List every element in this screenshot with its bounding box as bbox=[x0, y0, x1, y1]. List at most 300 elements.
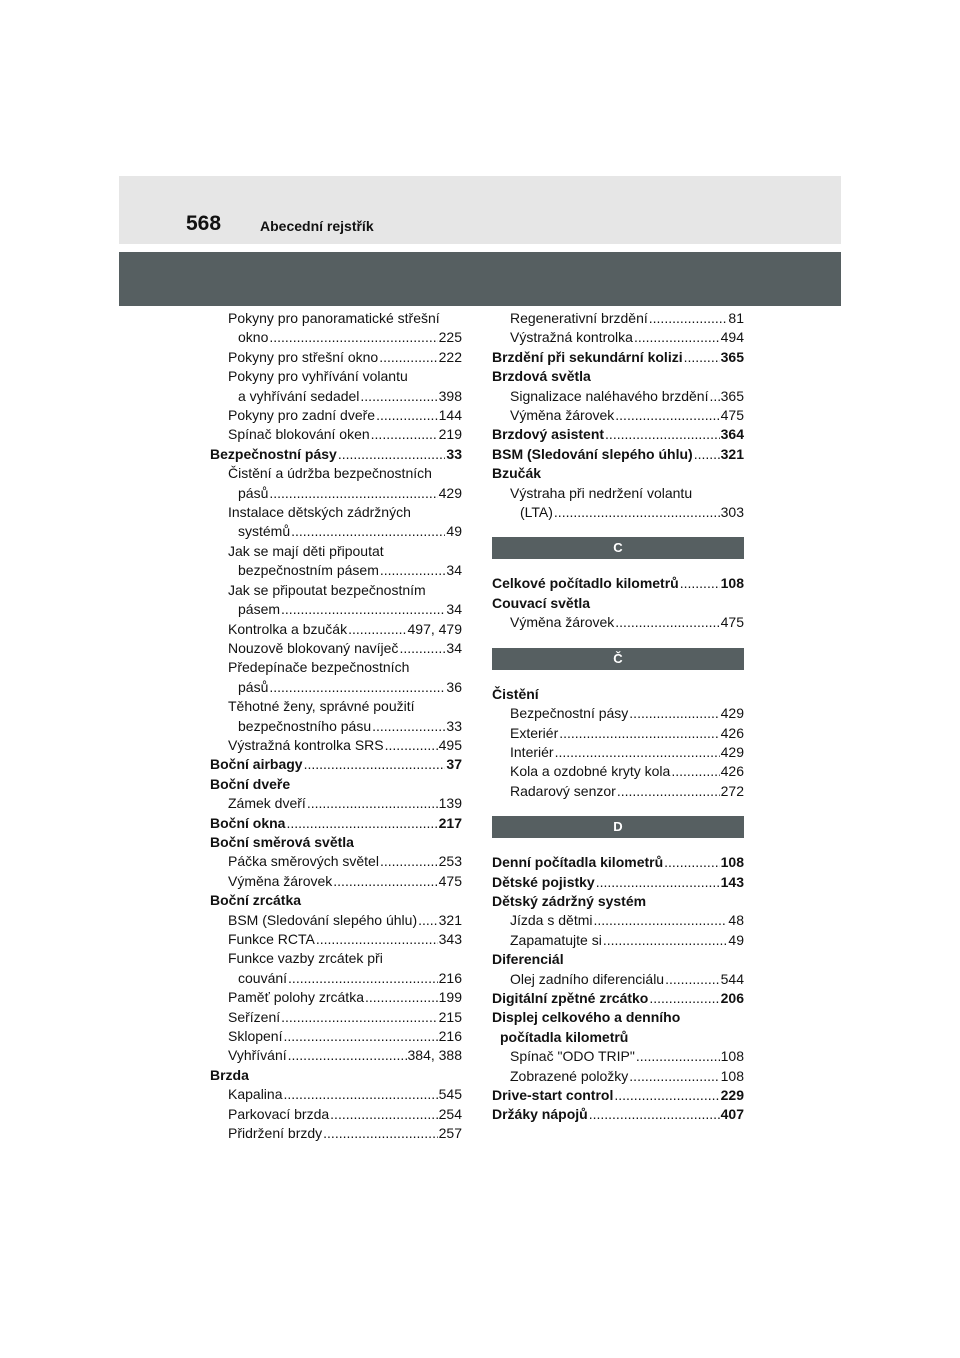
page-ref[interactable]: 217 bbox=[438, 814, 462, 831]
index-column-left bbox=[210, 309, 462, 1143]
page-ref[interactable]: 407 bbox=[720, 1106, 744, 1123]
entry-text: Funkce vazby zrcátek při bbox=[228, 950, 383, 967]
entry-line bbox=[492, 1105, 744, 1124]
page-ref[interactable]: 257 bbox=[438, 1125, 462, 1142]
index-entry[interactable] bbox=[492, 484, 744, 523]
entry-text: Jízda s dětmi bbox=[510, 912, 593, 929]
leader-dots bbox=[555, 743, 720, 762]
entry-line bbox=[228, 561, 462, 580]
entry-text: Výměna žárovek bbox=[510, 407, 615, 424]
page-ref[interactable]: 398 bbox=[438, 387, 462, 404]
entry-line bbox=[510, 743, 744, 762]
entry-text: Výstražná kontrolka bbox=[510, 329, 633, 346]
entry-text: BSM (Sledování slepého úhlu) bbox=[492, 445, 693, 462]
entry-line bbox=[228, 484, 462, 503]
entry-text: Vyhřívání bbox=[228, 1047, 287, 1064]
index-entry[interactable] bbox=[210, 911, 462, 930]
page-ref[interactable]: 254 bbox=[438, 1105, 462, 1122]
entry-text: Signalizace naléhavého brzdění bbox=[510, 387, 709, 404]
index-entry[interactable] bbox=[210, 1008, 462, 1027]
index-entry[interactable] bbox=[210, 1066, 462, 1085]
page-ref[interactable]: 34 bbox=[446, 562, 462, 579]
entry-text: Funkce RCTA bbox=[228, 931, 315, 947]
page-ref[interactable]: 143 bbox=[720, 873, 744, 890]
index-entry[interactable] bbox=[492, 574, 744, 593]
page-ref[interactable]: 429 bbox=[720, 743, 744, 760]
entry-line bbox=[510, 782, 744, 801]
leader-dots bbox=[288, 969, 438, 988]
entry-text: systémů bbox=[238, 523, 291, 540]
page-ref[interactable]: 365 bbox=[720, 348, 744, 365]
entry-text: Brzdová světla bbox=[492, 368, 591, 385]
index-entry[interactable] bbox=[210, 445, 462, 464]
page-ref[interactable]: 215 bbox=[438, 1008, 462, 1025]
entry-text: pásů bbox=[238, 484, 269, 501]
index-entry[interactable] bbox=[492, 1067, 744, 1086]
index-entry[interactable] bbox=[492, 594, 744, 613]
entry-text: Paměť polohy zrcátka bbox=[228, 989, 364, 1006]
letter-section-header: C bbox=[492, 537, 744, 559]
entry-line bbox=[492, 367, 744, 386]
page-ref[interactable]: 475 bbox=[720, 614, 744, 631]
index-entry[interactable] bbox=[210, 406, 462, 425]
index-entry[interactable] bbox=[492, 782, 744, 801]
entry-line bbox=[510, 613, 744, 632]
entry-text: Pokyny pro zadní dveře bbox=[228, 407, 376, 424]
leader-dots bbox=[649, 309, 728, 328]
entry-text: Couvací světla bbox=[492, 594, 591, 611]
entry-line bbox=[510, 1047, 744, 1066]
leader-dots bbox=[338, 445, 446, 464]
page-ref[interactable]: 272 bbox=[720, 782, 744, 799]
index-entry[interactable] bbox=[492, 892, 744, 911]
entry-text: Boční okna bbox=[210, 814, 286, 831]
leader-dots bbox=[348, 620, 406, 639]
leader-dots bbox=[372, 717, 445, 736]
page-ref[interactable]: 49 bbox=[728, 931, 744, 948]
entry-line bbox=[210, 775, 462, 794]
page-ref[interactable]: 364 bbox=[720, 426, 744, 443]
page-ref[interactable]: 544 bbox=[720, 970, 744, 987]
leader-dots bbox=[376, 406, 438, 425]
entry-line bbox=[228, 581, 462, 600]
entry-text: Zobrazené položky bbox=[510, 1067, 629, 1084]
index-entry[interactable] bbox=[210, 852, 462, 871]
page-ref[interactable]: 108 bbox=[720, 575, 744, 592]
entry-line bbox=[510, 328, 744, 347]
entry-text: Výměna žárovek bbox=[510, 614, 615, 631]
index-entry[interactable] bbox=[210, 988, 462, 1007]
leader-dots bbox=[554, 503, 720, 522]
leader-dots bbox=[333, 872, 437, 891]
entry-text: couvání bbox=[238, 969, 288, 986]
entry-text: Boční dveře bbox=[210, 775, 291, 792]
page-ref[interactable]: 144 bbox=[438, 407, 462, 424]
entry-text: Diferenciál bbox=[492, 951, 564, 968]
page-ref[interactable]: 321 bbox=[720, 445, 744, 462]
entry-line bbox=[510, 1067, 744, 1086]
letter-section-header: Č bbox=[492, 648, 744, 670]
entry-text: Výměna žárovek bbox=[228, 872, 333, 889]
entry-line bbox=[492, 892, 744, 911]
entry-text: Výstraha při nedržení volantu bbox=[510, 484, 693, 501]
index-entry[interactable] bbox=[492, 464, 744, 483]
entry-line bbox=[510, 406, 744, 425]
leader-dots bbox=[330, 1105, 437, 1124]
leader-dots bbox=[671, 762, 719, 781]
entry-line bbox=[210, 755, 462, 774]
entry-text: pásem bbox=[238, 601, 281, 618]
entry-text: Interiér bbox=[510, 743, 554, 760]
entry-line bbox=[228, 658, 462, 677]
entry-text: Olej zadního diferenciálu bbox=[510, 970, 665, 987]
page-ref[interactable]: 495 bbox=[438, 736, 462, 753]
index-entry[interactable] bbox=[210, 425, 462, 444]
entry-line bbox=[228, 1046, 462, 1065]
index-entry[interactable] bbox=[210, 367, 462, 406]
entry-line bbox=[210, 891, 462, 910]
entry-line bbox=[228, 328, 462, 347]
page-ref[interactable]: 365 bbox=[720, 387, 744, 404]
index-entry[interactable] bbox=[492, 704, 744, 723]
leader-dots bbox=[286, 814, 437, 833]
entry-text: Držáky nápojů bbox=[492, 1106, 588, 1123]
index-entry[interactable] bbox=[210, 639, 462, 658]
entry-text: Pokyny pro panoramatické střešní bbox=[228, 310, 440, 326]
index-entry[interactable] bbox=[492, 367, 744, 386]
page-ref[interactable]: 229 bbox=[720, 1087, 744, 1103]
page-ref[interactable]: 33 bbox=[446, 717, 462, 734]
leader-dots bbox=[379, 348, 437, 367]
entry-line bbox=[228, 309, 462, 328]
entry-text: Digitální zpětné zrcátko bbox=[492, 989, 649, 1006]
leader-dots bbox=[709, 387, 719, 406]
entry-line bbox=[228, 1124, 462, 1143]
index-entry[interactable] bbox=[210, 1105, 462, 1124]
entry-text: pásů bbox=[238, 678, 269, 695]
entry-line bbox=[228, 988, 462, 1007]
leader-dots bbox=[634, 328, 720, 347]
leader-dots bbox=[605, 425, 720, 444]
entry-line bbox=[228, 852, 462, 871]
entry-text: Pokyny pro vyhřívání volantu bbox=[228, 368, 408, 385]
leader-dots bbox=[596, 873, 720, 892]
index-entry[interactable] bbox=[492, 1105, 744, 1124]
page-ref[interactable]: 303 bbox=[720, 504, 744, 521]
page-ref[interactable]: 426 bbox=[720, 763, 744, 780]
entry-line bbox=[228, 969, 462, 988]
entry-text: Nouzově blokovaný navíječ bbox=[228, 639, 399, 656]
index-entry[interactable] bbox=[492, 348, 744, 367]
index-entry[interactable] bbox=[492, 724, 744, 743]
entry-text: Boční směrová světla bbox=[210, 833, 354, 850]
leader-dots bbox=[617, 782, 720, 801]
entry-text: Celkové počítadlo kilometrů bbox=[492, 575, 679, 592]
entry-text: Předepínače bezpečnostních bbox=[228, 659, 410, 676]
leader-dots bbox=[684, 348, 720, 367]
entry-text: Jak se připoutat bezpečnostním bbox=[228, 581, 426, 598]
page-ref[interactable]: 545 bbox=[438, 1086, 462, 1103]
page-ref[interactable]: 222 bbox=[438, 348, 462, 365]
leader-dots bbox=[418, 911, 438, 930]
header-band bbox=[119, 176, 841, 244]
index-entry[interactable] bbox=[210, 794, 462, 813]
entry-line bbox=[228, 620, 462, 639]
page-ref[interactable]: 206 bbox=[720, 989, 744, 1006]
index-entry[interactable] bbox=[492, 970, 744, 989]
index-entry[interactable] bbox=[492, 762, 744, 781]
index-entry[interactable] bbox=[492, 685, 744, 704]
index-entry[interactable] bbox=[210, 620, 462, 639]
index-entry[interactable] bbox=[210, 949, 462, 988]
entry-text: Pokyny pro střešní okno bbox=[228, 348, 379, 365]
page-ref[interactable]: 81 bbox=[728, 310, 744, 326]
leader-dots bbox=[288, 1046, 407, 1065]
entry-line bbox=[228, 503, 462, 522]
index-entry[interactable] bbox=[210, 775, 462, 794]
leader-dots bbox=[603, 931, 728, 950]
page-ref[interactable]: 33 bbox=[446, 445, 462, 462]
leader-dots bbox=[269, 678, 445, 697]
leader-dots bbox=[664, 853, 720, 872]
entry-text: Bzučák bbox=[492, 465, 542, 482]
leader-dots bbox=[281, 600, 445, 619]
index-entry[interactable] bbox=[210, 736, 462, 755]
page-ref[interactable]: 253 bbox=[438, 853, 462, 870]
index-entry[interactable] bbox=[492, 950, 744, 969]
index-entry[interactable] bbox=[210, 814, 462, 833]
index-entry[interactable] bbox=[210, 930, 462, 949]
page-ref[interactable]: 34 bbox=[446, 601, 462, 618]
entry-text: Kontrolka a bzučák bbox=[228, 620, 348, 637]
index-entry[interactable] bbox=[210, 697, 462, 736]
entry-line bbox=[492, 1086, 744, 1105]
index-entry[interactable] bbox=[492, 853, 744, 872]
index-entry[interactable] bbox=[492, 1008, 744, 1047]
index-entry[interactable] bbox=[210, 503, 462, 542]
entry-text: a vyhřívání sedadel bbox=[238, 387, 360, 404]
page-ref[interactable]: 108 bbox=[720, 1048, 744, 1065]
page-ref[interactable]: 48 bbox=[728, 912, 744, 929]
entry-line bbox=[228, 387, 462, 406]
entry-text: bezpečnostního pásu bbox=[238, 717, 372, 734]
page-ref[interactable]: 494 bbox=[720, 329, 744, 346]
index-entry[interactable] bbox=[210, 1085, 462, 1104]
entry-text: Zapamatujte si bbox=[510, 931, 602, 948]
page-ref[interactable]: 429 bbox=[438, 484, 462, 501]
index-entry[interactable] bbox=[492, 613, 744, 632]
entry-line bbox=[510, 503, 744, 522]
entry-text: Regenerativní brzdění bbox=[510, 310, 648, 326]
entry-line bbox=[228, 872, 462, 891]
page-ref[interactable]: 219 bbox=[438, 426, 462, 443]
index-entry[interactable] bbox=[210, 872, 462, 891]
index-entry[interactable] bbox=[210, 755, 462, 774]
leader-dots bbox=[589, 1105, 720, 1124]
entry-line bbox=[492, 574, 744, 593]
entry-line bbox=[210, 445, 462, 464]
page-ref[interactable]: 475 bbox=[438, 872, 462, 889]
entry-line bbox=[492, 425, 744, 444]
entry-line bbox=[228, 794, 462, 813]
page-ref[interactable]: 199 bbox=[438, 989, 462, 1006]
page-ref[interactable]: 475 bbox=[720, 407, 744, 424]
letter-section-header: D bbox=[492, 816, 744, 838]
page-ref[interactable]: 321 bbox=[438, 911, 462, 928]
index-entry[interactable] bbox=[492, 989, 744, 1008]
entry-line bbox=[228, 600, 462, 619]
page-title: Abecední rejstřík bbox=[260, 218, 374, 234]
leader-dots bbox=[281, 1008, 438, 1027]
page-number: 568 bbox=[186, 212, 222, 235]
leader-dots bbox=[307, 794, 438, 813]
entry-line bbox=[510, 931, 744, 950]
index-entry[interactable] bbox=[492, 1086, 744, 1105]
leader-dots bbox=[269, 484, 437, 503]
entry-text: Boční zrcátka bbox=[210, 892, 302, 909]
entry-text: Spínač blokování oken bbox=[228, 426, 370, 443]
entry-line bbox=[492, 989, 744, 1008]
index-entry[interactable] bbox=[210, 1046, 462, 1065]
entry-line bbox=[492, 853, 744, 872]
index-entry[interactable] bbox=[210, 464, 462, 503]
leader-dots bbox=[615, 613, 719, 632]
index-entry[interactable] bbox=[492, 743, 744, 762]
index-entry[interactable] bbox=[210, 309, 462, 348]
index-entry[interactable] bbox=[210, 1027, 462, 1046]
leader-dots bbox=[694, 445, 720, 464]
entry-line bbox=[228, 911, 462, 930]
entry-text: Brzdění při sekundární kolizi bbox=[492, 348, 683, 365]
entry-text: Těhotné ženy, správné použití bbox=[228, 698, 415, 715]
entry-text: BSM (Sledování slepého úhlu) bbox=[228, 911, 418, 928]
entry-text: Jak se mají děti připoutat bbox=[228, 542, 384, 559]
leader-dots bbox=[380, 852, 438, 871]
entry-line bbox=[228, 736, 462, 755]
leader-dots bbox=[636, 1047, 720, 1066]
entry-line bbox=[228, 542, 462, 561]
page-ref[interactable]: 426 bbox=[720, 724, 744, 741]
entry-text: Spínač "ODO TRIP" bbox=[510, 1048, 635, 1065]
leader-dots bbox=[291, 522, 445, 541]
index-entry[interactable] bbox=[492, 931, 744, 950]
index-entry[interactable] bbox=[210, 658, 462, 697]
leader-dots bbox=[304, 755, 446, 774]
index-entry[interactable] bbox=[210, 542, 462, 581]
leader-dots bbox=[283, 1027, 437, 1046]
entry-text: Radarový senzor bbox=[510, 782, 616, 799]
page-ref[interactable]: 108 bbox=[720, 1067, 744, 1084]
entry-line bbox=[492, 445, 744, 464]
entry-text: Přidržení brzdy bbox=[228, 1125, 323, 1142]
index-entry[interactable] bbox=[492, 445, 744, 464]
page-ref[interactable]: 36 bbox=[446, 678, 462, 695]
index-entry[interactable] bbox=[492, 873, 744, 892]
entry-line bbox=[228, 522, 462, 541]
page-ref[interactable]: 429 bbox=[720, 705, 744, 722]
page-ref[interactable]: 49 bbox=[446, 523, 462, 540]
leader-dots bbox=[593, 911, 727, 930]
entry-text: bezpečnostním pásem bbox=[238, 562, 379, 579]
entry-line bbox=[228, 678, 462, 697]
page-ref[interactable]: 34 bbox=[446, 639, 462, 656]
entry-line bbox=[228, 464, 462, 483]
leader-dots bbox=[316, 930, 438, 949]
entry-text: Brzda bbox=[210, 1066, 249, 1083]
entry-text: Páčka směrových světel bbox=[228, 853, 379, 870]
entry-line bbox=[228, 1105, 462, 1124]
entry-line bbox=[210, 1066, 462, 1085]
entry-line bbox=[510, 484, 744, 503]
entry-text: Kapalina bbox=[228, 1086, 283, 1103]
leader-dots bbox=[615, 406, 719, 425]
leader-dots bbox=[614, 1086, 719, 1105]
index-entry[interactable] bbox=[492, 1047, 744, 1066]
index-entry[interactable] bbox=[492, 425, 744, 444]
index-entry[interactable] bbox=[210, 581, 462, 620]
page-ref[interactable]: 216 bbox=[438, 969, 462, 986]
leader-dots bbox=[649, 989, 719, 1008]
leader-dots bbox=[323, 1124, 437, 1143]
entry-text: Sklopení bbox=[228, 1028, 283, 1045]
index-entry[interactable] bbox=[492, 406, 744, 425]
page-ref[interactable]: 384, 388 bbox=[407, 1047, 462, 1064]
entry-line bbox=[228, 348, 462, 367]
leader-dots bbox=[629, 704, 719, 723]
index-entry[interactable] bbox=[210, 1124, 462, 1143]
index-entry[interactable] bbox=[492, 309, 744, 328]
entry-text: Dětský zádržný systém bbox=[492, 892, 647, 909]
page-ref[interactable]: 108 bbox=[720, 854, 744, 871]
entry-text: Boční airbagy bbox=[210, 756, 303, 773]
entry-text: Brzdový asistent bbox=[492, 426, 605, 443]
leader-dots bbox=[371, 425, 438, 444]
page-ref[interactable]: 216 bbox=[438, 1028, 462, 1045]
leader-dots bbox=[269, 328, 437, 347]
entry-text: Dětské pojistky bbox=[492, 873, 595, 890]
entry-line bbox=[510, 970, 744, 989]
entry-text: okno bbox=[238, 329, 269, 346]
entry-text: Čistění a údržba bezpečnostních bbox=[228, 465, 432, 482]
page-ref[interactable]: 139 bbox=[438, 795, 462, 812]
leader-dots bbox=[629, 1067, 719, 1086]
page-ref[interactable]: 225 bbox=[438, 329, 462, 346]
entry-line bbox=[510, 704, 744, 723]
index-entry[interactable] bbox=[492, 387, 744, 406]
index-entry[interactable] bbox=[210, 833, 462, 852]
entry-text: (LTA) bbox=[520, 504, 553, 521]
entry-line bbox=[228, 639, 462, 658]
index-entry[interactable] bbox=[492, 328, 744, 347]
index-entry[interactable] bbox=[210, 891, 462, 910]
leader-dots bbox=[665, 970, 720, 989]
index-entry[interactable] bbox=[210, 348, 462, 367]
entry-line bbox=[492, 464, 744, 483]
entry-text: Kola a ozdobné kryty kola bbox=[510, 763, 671, 780]
entry-line bbox=[228, 930, 462, 949]
entry-line bbox=[510, 309, 744, 328]
page-ref[interactable]: 497, 479 bbox=[407, 620, 462, 637]
page-ref[interactable]: 343 bbox=[438, 931, 462, 947]
index-entry[interactable] bbox=[492, 911, 744, 930]
entry-text: Parkovací brzda bbox=[228, 1105, 330, 1122]
leader-dots bbox=[399, 639, 445, 658]
entry-line bbox=[228, 1008, 462, 1027]
entry-text: Displej celkového a denního bbox=[492, 1009, 681, 1026]
page-ref[interactable]: 37 bbox=[446, 756, 462, 773]
entry-line bbox=[510, 762, 744, 781]
entry-text: Seřízení bbox=[228, 1008, 281, 1025]
